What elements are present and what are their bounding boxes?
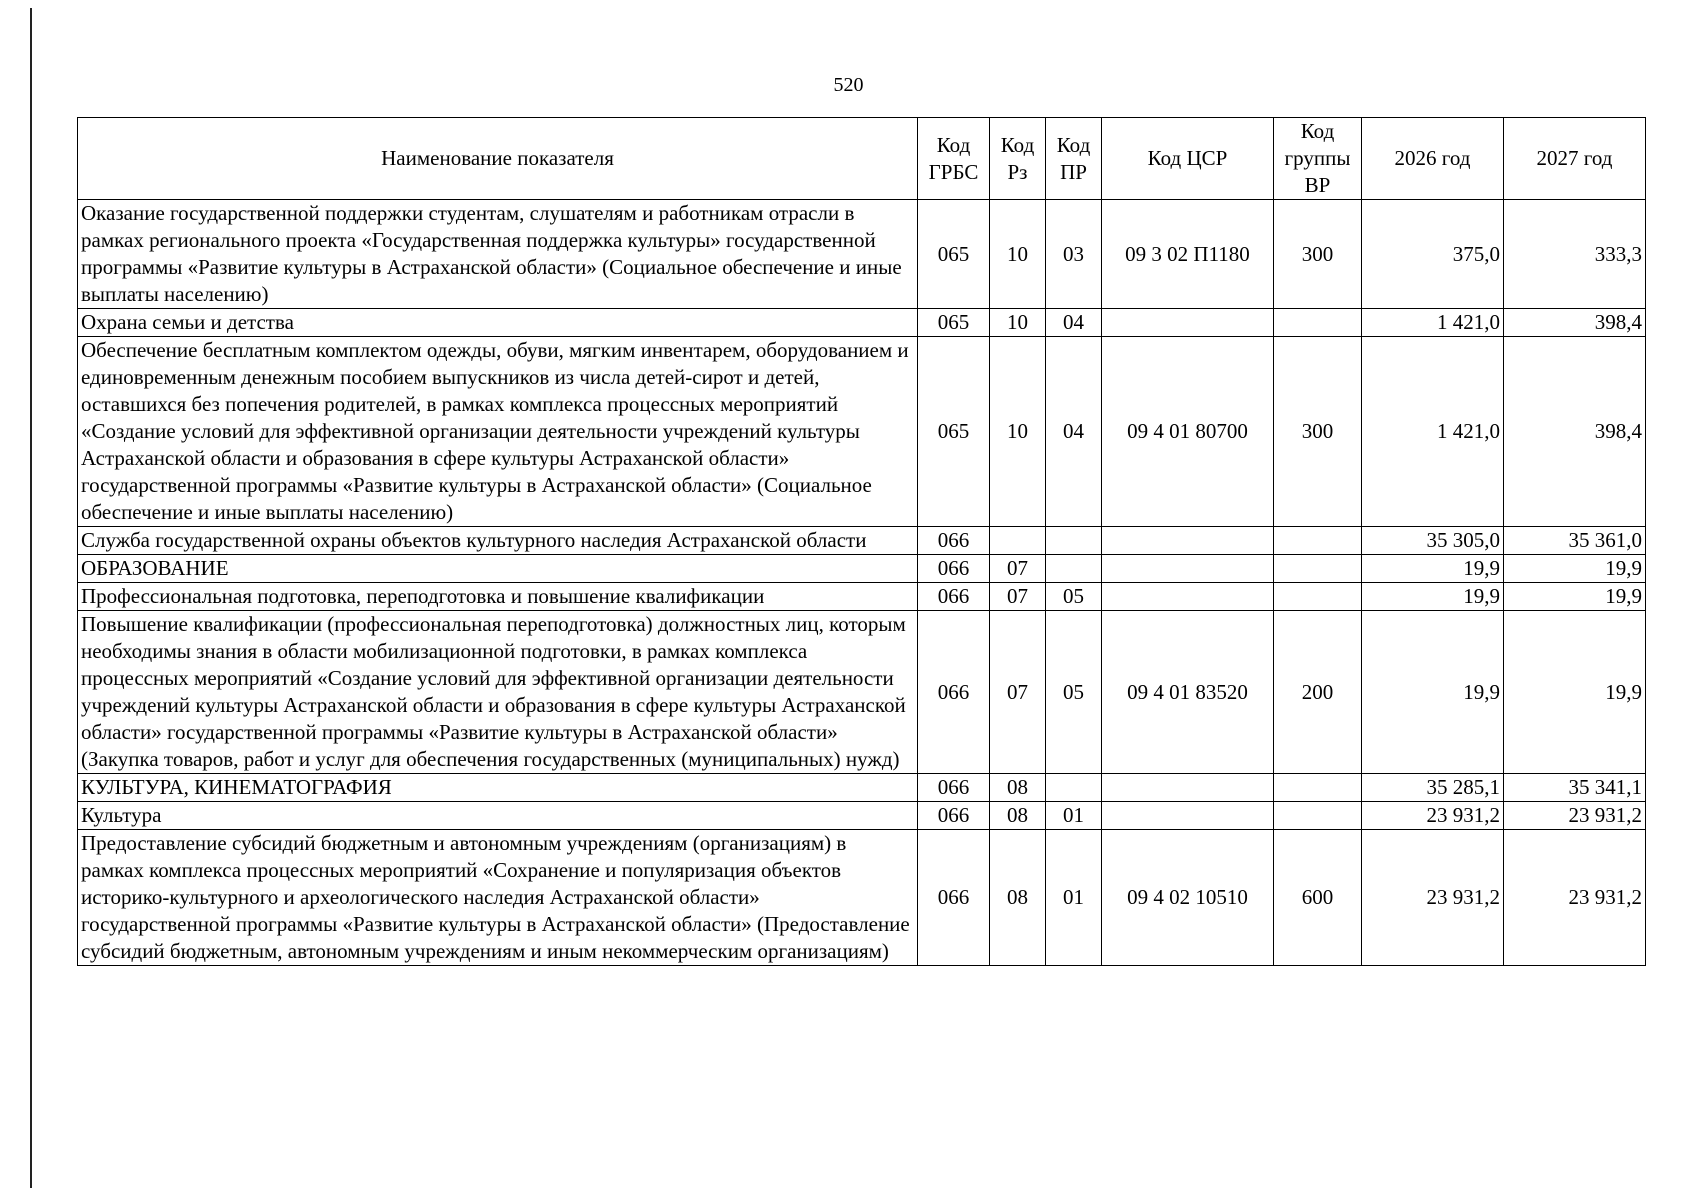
cell-grbs: 066 [918, 555, 990, 583]
cell-csr [1102, 555, 1274, 583]
cell-csr: 09 3 02 П1180 [1102, 200, 1274, 309]
cell-rz: 07 [990, 583, 1046, 611]
header-pr: Код ПР [1046, 118, 1102, 200]
cell-pr: 05 [1046, 611, 1102, 774]
cell-rz: 08 [990, 830, 1046, 966]
cell-grbs: 065 [918, 309, 990, 337]
cell-name: Охрана семьи и детства [78, 309, 918, 337]
cell-pr: 04 [1046, 337, 1102, 527]
cell-name: Повышение квалификации (профессиональная переподготовка) должностных лиц, которым необходимы знания в области мобилизационной подготовки, в рамках комплекса процессных мероприятий «Создание условий для эффективной организации деятельности учреждений культуры Астраханской области и образования в сфере культуры Астраханской области» государственной программы «Развитие культуры в Астраханской области» (Закупка товаров, работ и услуг для обеспечения государственных (муниципальных) нужд) [78, 611, 918, 774]
cell-grbs: 066 [918, 830, 990, 966]
cell-2027: 398,4 [1504, 309, 1646, 337]
cell-2026: 375,0 [1362, 200, 1504, 309]
cell-name: Предоставление субсидий бюджетным и автономным учреждениям (организациям) в рамках комплекса процессных мероприятий «Сохранение и популяризация объектов историко-культурного и археологического наследия Астраханской области» государственной программы «Развитие культуры в Астраханской области» (Предоставление субсидий бюджетным, автономным учреждениям и иным некоммерческим организациям) [78, 830, 918, 966]
cell-2027: 19,9 [1504, 611, 1646, 774]
cell-vr: 200 [1274, 611, 1362, 774]
cell-vr [1274, 774, 1362, 802]
cell-grbs: 066 [918, 527, 990, 555]
page-number: 520 [833, 74, 864, 96]
cell-2026: 23 931,2 [1362, 830, 1504, 966]
header-rz: Код Рз [990, 118, 1046, 200]
table-row [78, 611, 1646, 774]
cell-grbs: 065 [918, 337, 990, 527]
cell-pr: 04 [1046, 309, 1102, 337]
cell-rz: 08 [990, 774, 1046, 802]
cell-csr [1102, 583, 1274, 611]
cell-pr: 01 [1046, 802, 1102, 830]
cell-grbs: 066 [918, 802, 990, 830]
cell-name: Профессиональная подготовка, переподготовка и повышение квалификации [78, 583, 918, 611]
cell-2026: 1 421,0 [1362, 337, 1504, 527]
table-body [78, 200, 1646, 966]
cell-vr [1274, 527, 1362, 555]
cell-pr [1046, 555, 1102, 583]
table-row [78, 830, 1646, 966]
header-2026: 2026 год [1362, 118, 1504, 200]
cell-rz: 08 [990, 802, 1046, 830]
cell-2027: 35 341,1 [1504, 774, 1646, 802]
cell-name: КУЛЬТУРА, КИНЕМАТОГРАФИЯ [78, 774, 918, 802]
cell-csr: 09 4 01 80700 [1102, 337, 1274, 527]
table-row [78, 337, 1646, 527]
table-row [78, 309, 1646, 337]
cell-2026: 23 931,2 [1362, 802, 1504, 830]
cell-csr [1102, 309, 1274, 337]
cell-pr [1046, 527, 1102, 555]
cell-2026: 1 421,0 [1362, 309, 1504, 337]
cell-2026: 19,9 [1362, 555, 1504, 583]
cell-csr [1102, 802, 1274, 830]
cell-pr: 01 [1046, 830, 1102, 966]
cell-csr [1102, 527, 1274, 555]
cell-rz: 10 [990, 309, 1046, 337]
cell-grbs: 065 [918, 200, 990, 309]
table-row [78, 555, 1646, 583]
cell-pr: 03 [1046, 200, 1102, 309]
cell-vr: 600 [1274, 830, 1362, 966]
cell-pr: 05 [1046, 583, 1102, 611]
header-2027: 2027 год [1504, 118, 1646, 200]
cell-name: Обеспечение бесплатным комплектом одежды, обуви, мягким инвентарем, оборудованием и единовременным денежным пособием выпускников из числа детей-сирот и детей, оставшихся без попечения родителей, в рамках комплекса процессных мероприятий «Создание условий для эффективной организации деятельности учреждений культуры Астраханской области и образования в сфере культуры Астраханской области» государственной программы «Развитие культуры в Астраханской области» (Социальное обеспечение и иные выплаты населению) [78, 337, 918, 527]
cell-2027: 398,4 [1504, 337, 1646, 527]
cell-grbs: 066 [918, 611, 990, 774]
cell-grbs: 066 [918, 583, 990, 611]
cell-2026: 19,9 [1362, 583, 1504, 611]
cell-vr: 300 [1274, 337, 1362, 527]
cell-name: ОБРАЗОВАНИЕ [78, 555, 918, 583]
cell-rz: 07 [990, 555, 1046, 583]
table-header-row [78, 118, 1646, 200]
cell-csr: 09 4 02 10510 [1102, 830, 1274, 966]
cell-vr: 300 [1274, 200, 1362, 309]
table-row [78, 200, 1646, 309]
cell-vr [1274, 583, 1362, 611]
cell-2027: 19,9 [1504, 583, 1646, 611]
cell-2027: 23 931,2 [1504, 802, 1646, 830]
cell-2027: 333,3 [1504, 200, 1646, 309]
header-grbs: Код ГРБС [918, 118, 990, 200]
cell-rz [990, 527, 1046, 555]
cell-2027: 19,9 [1504, 555, 1646, 583]
table-row [78, 774, 1646, 802]
cell-name: Оказание государственной поддержки студентам, слушателям и работникам отрасли в рамках регионального проекта «Государственная поддержка культуры» государственной программы «Развитие культуры в Астраханской области» (Социальное обеспечение и иные выплаты населению) [78, 200, 918, 309]
budget-table [77, 117, 1646, 966]
cell-2027: 35 361,0 [1504, 527, 1646, 555]
cell-csr: 09 4 01 83520 [1102, 611, 1274, 774]
cell-grbs: 066 [918, 774, 990, 802]
cell-name: Служба государственной охраны объектов культурного наследия Астраханской области [78, 527, 918, 555]
cell-2027: 23 931,2 [1504, 830, 1646, 966]
header-vr: Код группы ВР [1274, 118, 1362, 200]
header-name: Наименование показателя [78, 118, 918, 200]
cell-vr [1274, 309, 1362, 337]
table-row [78, 802, 1646, 830]
scan-edge-line [30, 8, 32, 1188]
cell-2026: 35 285,1 [1362, 774, 1504, 802]
cell-2026: 19,9 [1362, 611, 1504, 774]
table-row [78, 527, 1646, 555]
table-row [78, 583, 1646, 611]
cell-name: Культура [78, 802, 918, 830]
cell-vr [1274, 802, 1362, 830]
cell-pr [1046, 774, 1102, 802]
cell-vr [1274, 555, 1362, 583]
cell-rz: 10 [990, 337, 1046, 527]
cell-rz: 10 [990, 200, 1046, 309]
cell-rz: 07 [990, 611, 1046, 774]
header-csr: Код ЦСР [1102, 118, 1274, 200]
cell-csr [1102, 774, 1274, 802]
cell-2026: 35 305,0 [1362, 527, 1504, 555]
